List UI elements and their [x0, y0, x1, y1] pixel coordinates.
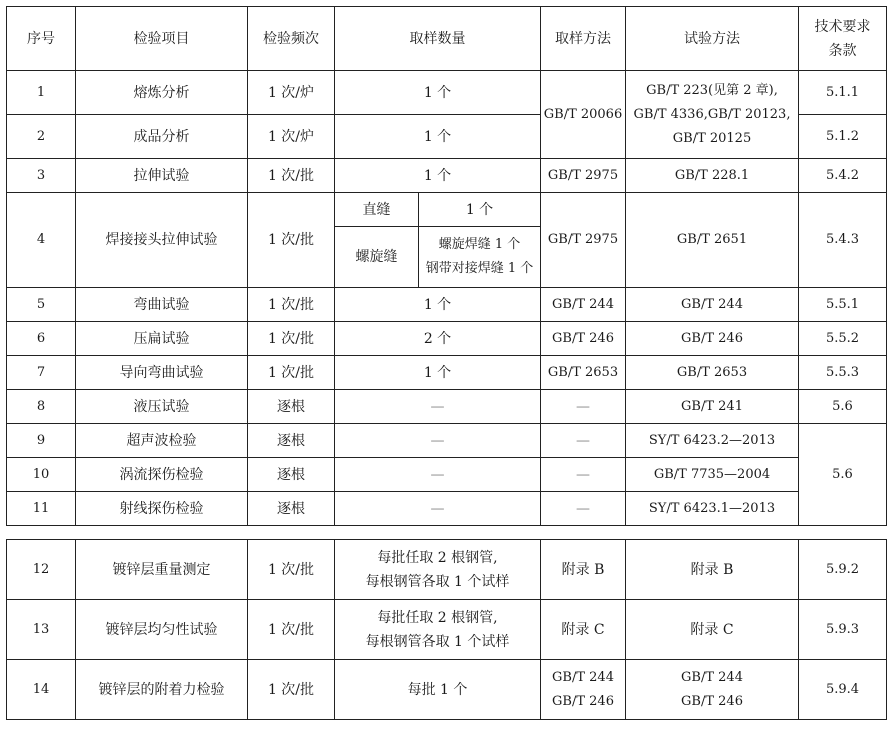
row-req: 5.6	[799, 424, 887, 526]
row-item: 焊接接头拉伸试验	[76, 193, 248, 288]
row-qty: 每批 1 个	[335, 660, 541, 720]
header-method: 试验方法	[626, 7, 799, 71]
row-method: SY/T 6423.2—2013	[626, 424, 799, 458]
row-sampling: GB/T 2653	[541, 356, 626, 390]
row-method-line: GB/T 223(见第 2 章),	[646, 82, 778, 98]
row-freq: 1 次/批	[248, 159, 335, 193]
row-method: GB/T 228.1	[626, 159, 799, 193]
row-sampling: —	[541, 390, 626, 424]
row-item: 镀锌层的附着力检验	[76, 660, 248, 720]
row-method: GB/T 244	[626, 288, 799, 322]
table-row	[7, 390, 887, 424]
row-freq: 逐根	[248, 458, 335, 492]
row-qty: —	[335, 390, 541, 424]
row-req: 5.9.4	[799, 660, 887, 720]
row-method-line: GB/T 246	[681, 693, 743, 709]
row-sampling: —	[541, 458, 626, 492]
weld-spiral-qty-line: 螺旋焊缝 1 个	[438, 237, 521, 252]
row-no: 9	[7, 424, 76, 458]
row-no: 10	[7, 458, 76, 492]
row-method: GB/T 241	[626, 390, 799, 424]
row-qty: 1 个	[335, 115, 541, 159]
row-no: 3	[7, 159, 76, 193]
row-item: 涡流探伤检验	[76, 458, 248, 492]
header-no: 序号	[7, 7, 76, 71]
row-req: 5.1.2	[799, 115, 887, 159]
row-freq: 1 次/炉	[248, 71, 335, 115]
header-sampling: 取样方法	[541, 7, 626, 71]
row-req: 5.4.2	[799, 159, 887, 193]
row-sampling-line: GB/T 246	[552, 693, 614, 709]
row-no: 6	[7, 322, 76, 356]
row-sampling: GB/T 2975	[541, 193, 626, 288]
row-item: 镀锌层均匀性试验	[76, 600, 248, 660]
row-no: 2	[7, 115, 76, 159]
row-method: GB/T 246	[626, 322, 799, 356]
row-method	[626, 660, 799, 720]
row-sampling: GB/T 20066	[541, 71, 626, 159]
row-freq: 1 次/批	[248, 193, 335, 288]
weld-spiral-qty-line: 钢带对接焊缝 1 个	[425, 261, 534, 276]
row-no: 14	[7, 660, 76, 720]
weld-straight-label: 直缝	[335, 193, 419, 227]
row-no: 13	[7, 600, 76, 660]
row-sampling: GB/T 246	[541, 322, 626, 356]
row-qty: —	[335, 424, 541, 458]
row-no: 7	[7, 356, 76, 390]
row-freq: 1 次/炉	[248, 115, 335, 159]
row-freq: 1 次/批	[248, 660, 335, 720]
row-no: 4	[7, 193, 76, 288]
row-method: 附录 B	[626, 540, 799, 600]
row-qty-line: 每根钢管各取 1 个试样	[365, 633, 510, 650]
row-method	[626, 71, 799, 159]
row-req: 5.9.2	[799, 540, 887, 600]
row-no: 8	[7, 390, 76, 424]
row-freq: 逐根	[248, 390, 335, 424]
row-item: 成品分析	[76, 115, 248, 159]
row-freq: 1 次/批	[248, 288, 335, 322]
row-qty: 1 个	[335, 288, 541, 322]
row-qty: —	[335, 492, 541, 526]
row-qty: —	[335, 458, 541, 492]
row-qty	[335, 540, 541, 600]
row-qty-line: 每批任取 2 根钢管,	[377, 549, 498, 566]
row-qty	[335, 600, 541, 660]
row-item: 熔炼分析	[76, 71, 248, 115]
table-row	[7, 288, 887, 322]
row-sampling: —	[541, 492, 626, 526]
row-sampling: GB/T 244	[541, 288, 626, 322]
weld-spiral-label: 螺旋缝	[335, 227, 419, 288]
row-item: 镀锌层重量测定	[76, 540, 248, 600]
row-item: 压扁试验	[76, 322, 248, 356]
row-freq: 1 次/批	[248, 322, 335, 356]
header-qty: 取样数量	[335, 7, 541, 71]
row-method: GB/T 2653	[626, 356, 799, 390]
row-qty-line: 每批任取 2 根钢管,	[377, 609, 498, 626]
row-method-line: GB/T 244	[681, 669, 743, 685]
header-req	[799, 7, 887, 71]
row-freq: 1 次/批	[248, 356, 335, 390]
row-sampling	[541, 660, 626, 720]
row-no: 1	[7, 71, 76, 115]
header-item: 检验项目	[76, 7, 248, 71]
table-header-row	[7, 7, 887, 71]
table-row	[7, 424, 887, 458]
row-item: 弯曲试验	[76, 288, 248, 322]
row-req: 5.4.3	[799, 193, 887, 288]
row-no: 11	[7, 492, 76, 526]
row-qty: 1 个	[335, 356, 541, 390]
table-row	[7, 660, 887, 720]
table-row	[7, 193, 887, 227]
header-req-line1: 技术要求	[814, 18, 871, 35]
row-req: 5.5.2	[799, 322, 887, 356]
row-req: 5.6	[799, 390, 887, 424]
row-sampling: 附录 C	[541, 600, 626, 660]
row-sampling: GB/T 2975	[541, 159, 626, 193]
row-sampling: 附录 B	[541, 540, 626, 600]
row-method-line: GB/T 20125	[672, 130, 752, 146]
table-row	[7, 492, 887, 526]
table-row	[7, 540, 887, 600]
row-item: 导向弯曲试验	[76, 356, 248, 390]
header-freq: 检验频次	[248, 7, 335, 71]
row-req: 5.1.1	[799, 71, 887, 115]
row-method: GB/T 7735—2004	[626, 458, 799, 492]
row-qty: 1 个	[335, 71, 541, 115]
inspection-table-continued	[6, 539, 887, 720]
table-row	[7, 458, 887, 492]
row-method: GB/T 2651	[626, 193, 799, 288]
row-item: 拉伸试验	[76, 159, 248, 193]
weld-straight-qty: 1 个	[419, 193, 541, 227]
row-qty: 1 个	[335, 159, 541, 193]
row-qty-line: 每根钢管各取 1 个试样	[365, 573, 510, 590]
row-freq: 1 次/批	[248, 540, 335, 600]
row-item: 超声波检验	[76, 424, 248, 458]
table-row	[7, 356, 887, 390]
inspection-table	[6, 6, 887, 526]
row-req: 5.5.3	[799, 356, 887, 390]
table-row	[7, 322, 887, 356]
row-no: 12	[7, 540, 76, 600]
row-method-line: GB/T 4336,GB/T 20123,	[633, 106, 791, 122]
row-sampling-line: GB/T 244	[552, 669, 614, 685]
row-qty: 2 个	[335, 322, 541, 356]
row-method: SY/T 6423.1—2013	[626, 492, 799, 526]
row-no: 5	[7, 288, 76, 322]
table-row	[7, 159, 887, 193]
row-sampling: —	[541, 424, 626, 458]
table-row	[7, 600, 887, 660]
row-freq: 逐根	[248, 424, 335, 458]
row-method: 附录 C	[626, 600, 799, 660]
table-row	[7, 71, 887, 115]
row-item: 射线探伤检验	[76, 492, 248, 526]
row-item: 液压试验	[76, 390, 248, 424]
row-req: 5.5.1	[799, 288, 887, 322]
header-req-line2: 条款	[828, 42, 857, 59]
row-freq: 逐根	[248, 492, 335, 526]
row-req: 5.9.3	[799, 600, 887, 660]
row-freq: 1 次/批	[248, 600, 335, 660]
weld-spiral-qty	[419, 227, 541, 288]
